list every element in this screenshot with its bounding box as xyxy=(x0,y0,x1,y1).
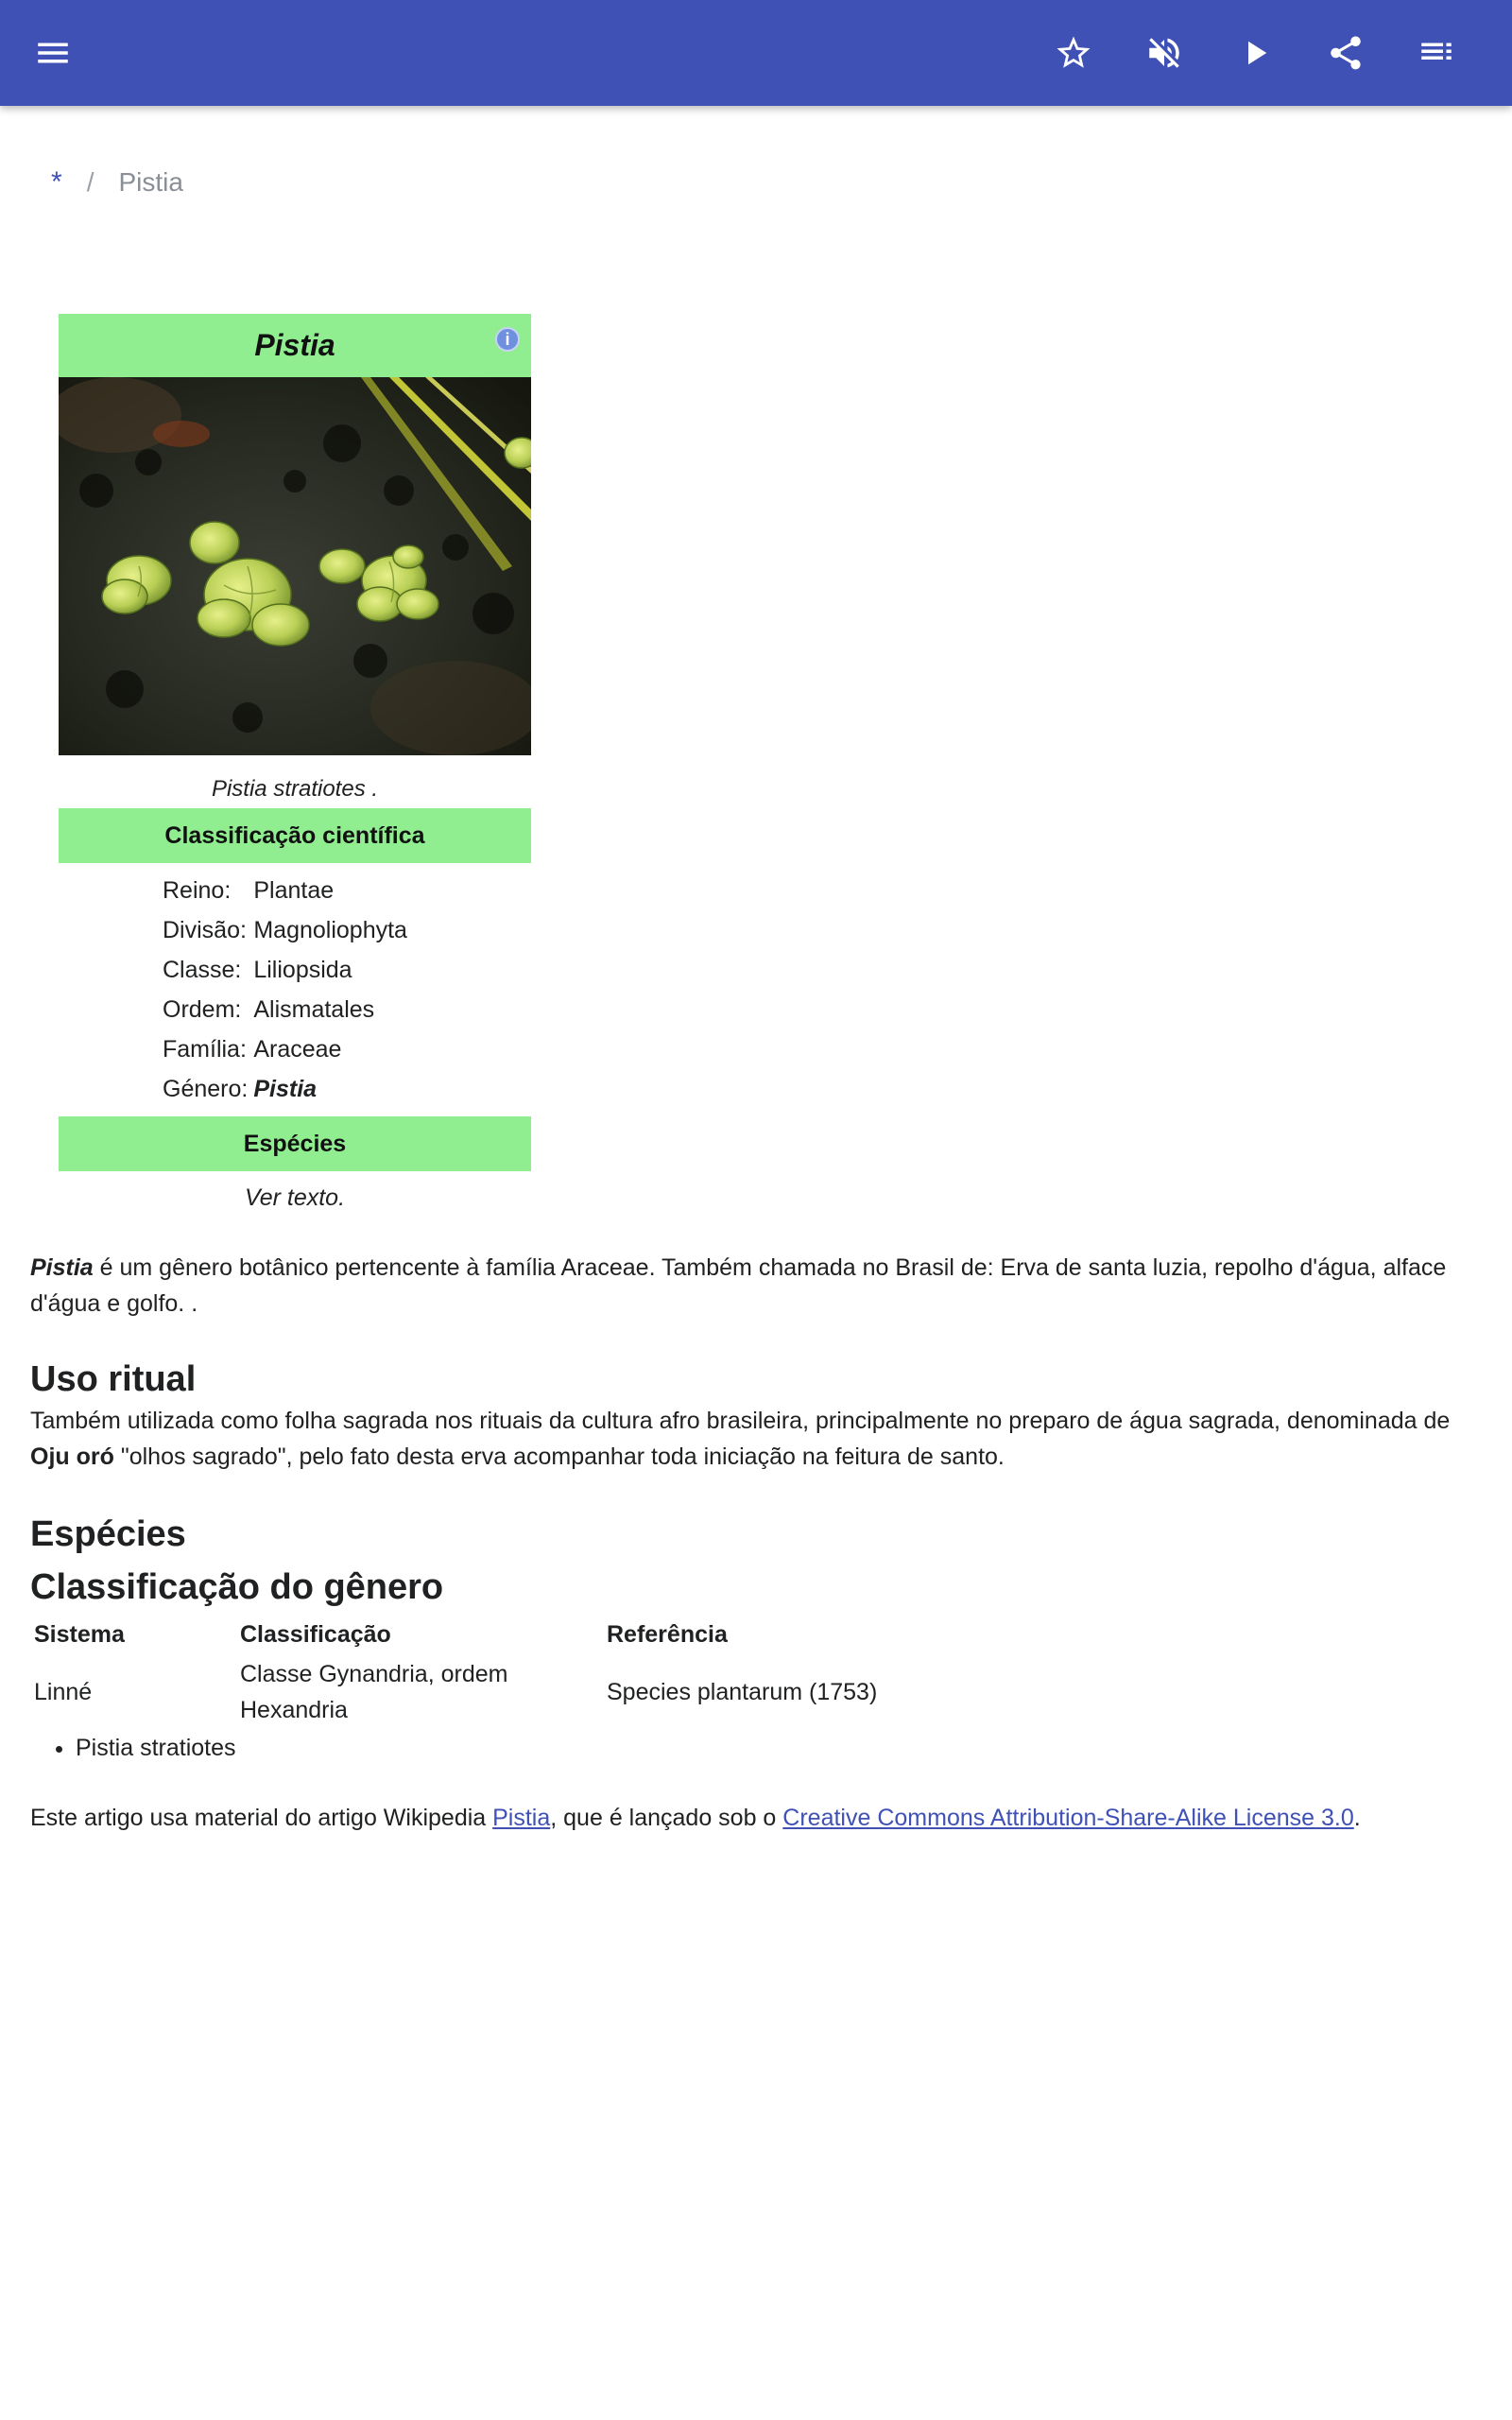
breadcrumb-home[interactable]: * xyxy=(51,166,62,198)
taxobox-title-bar xyxy=(59,314,531,377)
rank-value: Liliopsida xyxy=(253,956,352,983)
breadcrumb-separator: / xyxy=(86,167,94,197)
classification-system-table xyxy=(30,1615,881,1730)
footer-text-2: , que é lançado sob o xyxy=(550,1805,783,1831)
column-header: Classificação xyxy=(240,1621,391,1648)
intro-text: é um gênero botânico pertencente à família Araceae. Também chamada no Brasil de: Erva de santa luzia, repolho d'água, alface d'água e golfo. . xyxy=(30,1254,1447,1317)
attribution-paragraph xyxy=(30,1800,1486,1836)
uso-text-1: Também utilizada como folha sagrada nos rituais da cultura afro brasileira, principalmente no preparo de água sagrada, denominada de xyxy=(30,1408,1451,1434)
playlist-icon[interactable] xyxy=(1410,26,1463,79)
info-icon[interactable]: i xyxy=(495,327,520,352)
rank-label: Reino: xyxy=(163,876,232,904)
classification-header: Classificação científica xyxy=(59,808,531,863)
table-header-row xyxy=(30,1615,881,1654)
rank-label: Família: xyxy=(163,1035,247,1063)
share-icon[interactable] xyxy=(1319,26,1372,79)
rank-value: Plantae xyxy=(253,876,335,904)
rank-value: Magnoliophyta xyxy=(253,916,407,943)
plant-photo[interactable] xyxy=(59,377,531,755)
uso-paragraph xyxy=(30,1403,1486,1475)
table-cell: Species plantarum (1753) xyxy=(607,1679,878,1705)
star-icon[interactable] xyxy=(1047,26,1100,79)
table-row xyxy=(163,1029,407,1069)
species-text: Ver texto. xyxy=(244,1184,346,1211)
volume-off-icon[interactable] xyxy=(1138,26,1191,79)
heading-uso-ritual: Uso ritual xyxy=(30,1359,197,1399)
table-cell: Classe Gynandria, ordem Hexandria xyxy=(240,1661,508,1723)
column-header: Sistema xyxy=(34,1621,125,1648)
list-item: • Pistia stratiotes xyxy=(76,1730,1486,1766)
rank-label: Divisão: xyxy=(163,916,247,943)
heading-especies: Espécies xyxy=(30,1514,186,1554)
menu-icon[interactable] xyxy=(26,26,79,79)
wikipedia-article-link[interactable]: Pistia xyxy=(492,1805,551,1831)
species-header: Espécies xyxy=(59,1116,531,1171)
table-row xyxy=(163,1069,407,1109)
breadcrumb xyxy=(51,166,183,199)
table-row xyxy=(163,910,407,950)
rank-label: Classe: xyxy=(163,956,242,983)
taxobox xyxy=(59,314,531,1212)
rank-value: Pistia xyxy=(253,1075,318,1102)
column-header: Referência xyxy=(607,1621,728,1648)
table-row xyxy=(163,950,407,990)
uso-text-2: "olhos sagrado", pelo fato desta erva acompanhar toda iniciação na feitura de santo. xyxy=(113,1443,1005,1470)
app-toolbar xyxy=(0,0,1512,106)
footer-text-3: . xyxy=(1353,1805,1361,1831)
rank-label: Ordem: xyxy=(163,995,242,1023)
uso-bold: Oju oró xyxy=(30,1443,114,1470)
photo-caption: Pistia stratiotes . xyxy=(211,776,379,802)
heading-classificacao: Classificação do gênero xyxy=(30,1567,444,1607)
footer-text-1: Este artigo usa material do artigo Wikipedia xyxy=(30,1805,493,1831)
taxobox-title: Pistia xyxy=(254,328,335,362)
rank-label: Género: xyxy=(163,1075,249,1102)
license-link[interactable]: Creative Commons Attribution-Share-Alike License 3.0 xyxy=(782,1805,1354,1831)
species-list xyxy=(30,1730,1486,1766)
table-row xyxy=(163,871,407,910)
play-icon[interactable] xyxy=(1228,26,1281,79)
intro-bold: Pistia xyxy=(30,1254,94,1281)
article-body xyxy=(30,1250,1486,1836)
rank-value: Alismatales xyxy=(253,995,375,1023)
table-cell: Linné xyxy=(34,1679,93,1705)
table-row xyxy=(163,990,407,1029)
rank-value: Araceae xyxy=(253,1035,342,1063)
intro-paragraph xyxy=(30,1250,1486,1322)
table-row xyxy=(30,1654,881,1730)
breadcrumb-current: Pistia xyxy=(118,167,183,197)
classification-table xyxy=(163,871,407,1109)
